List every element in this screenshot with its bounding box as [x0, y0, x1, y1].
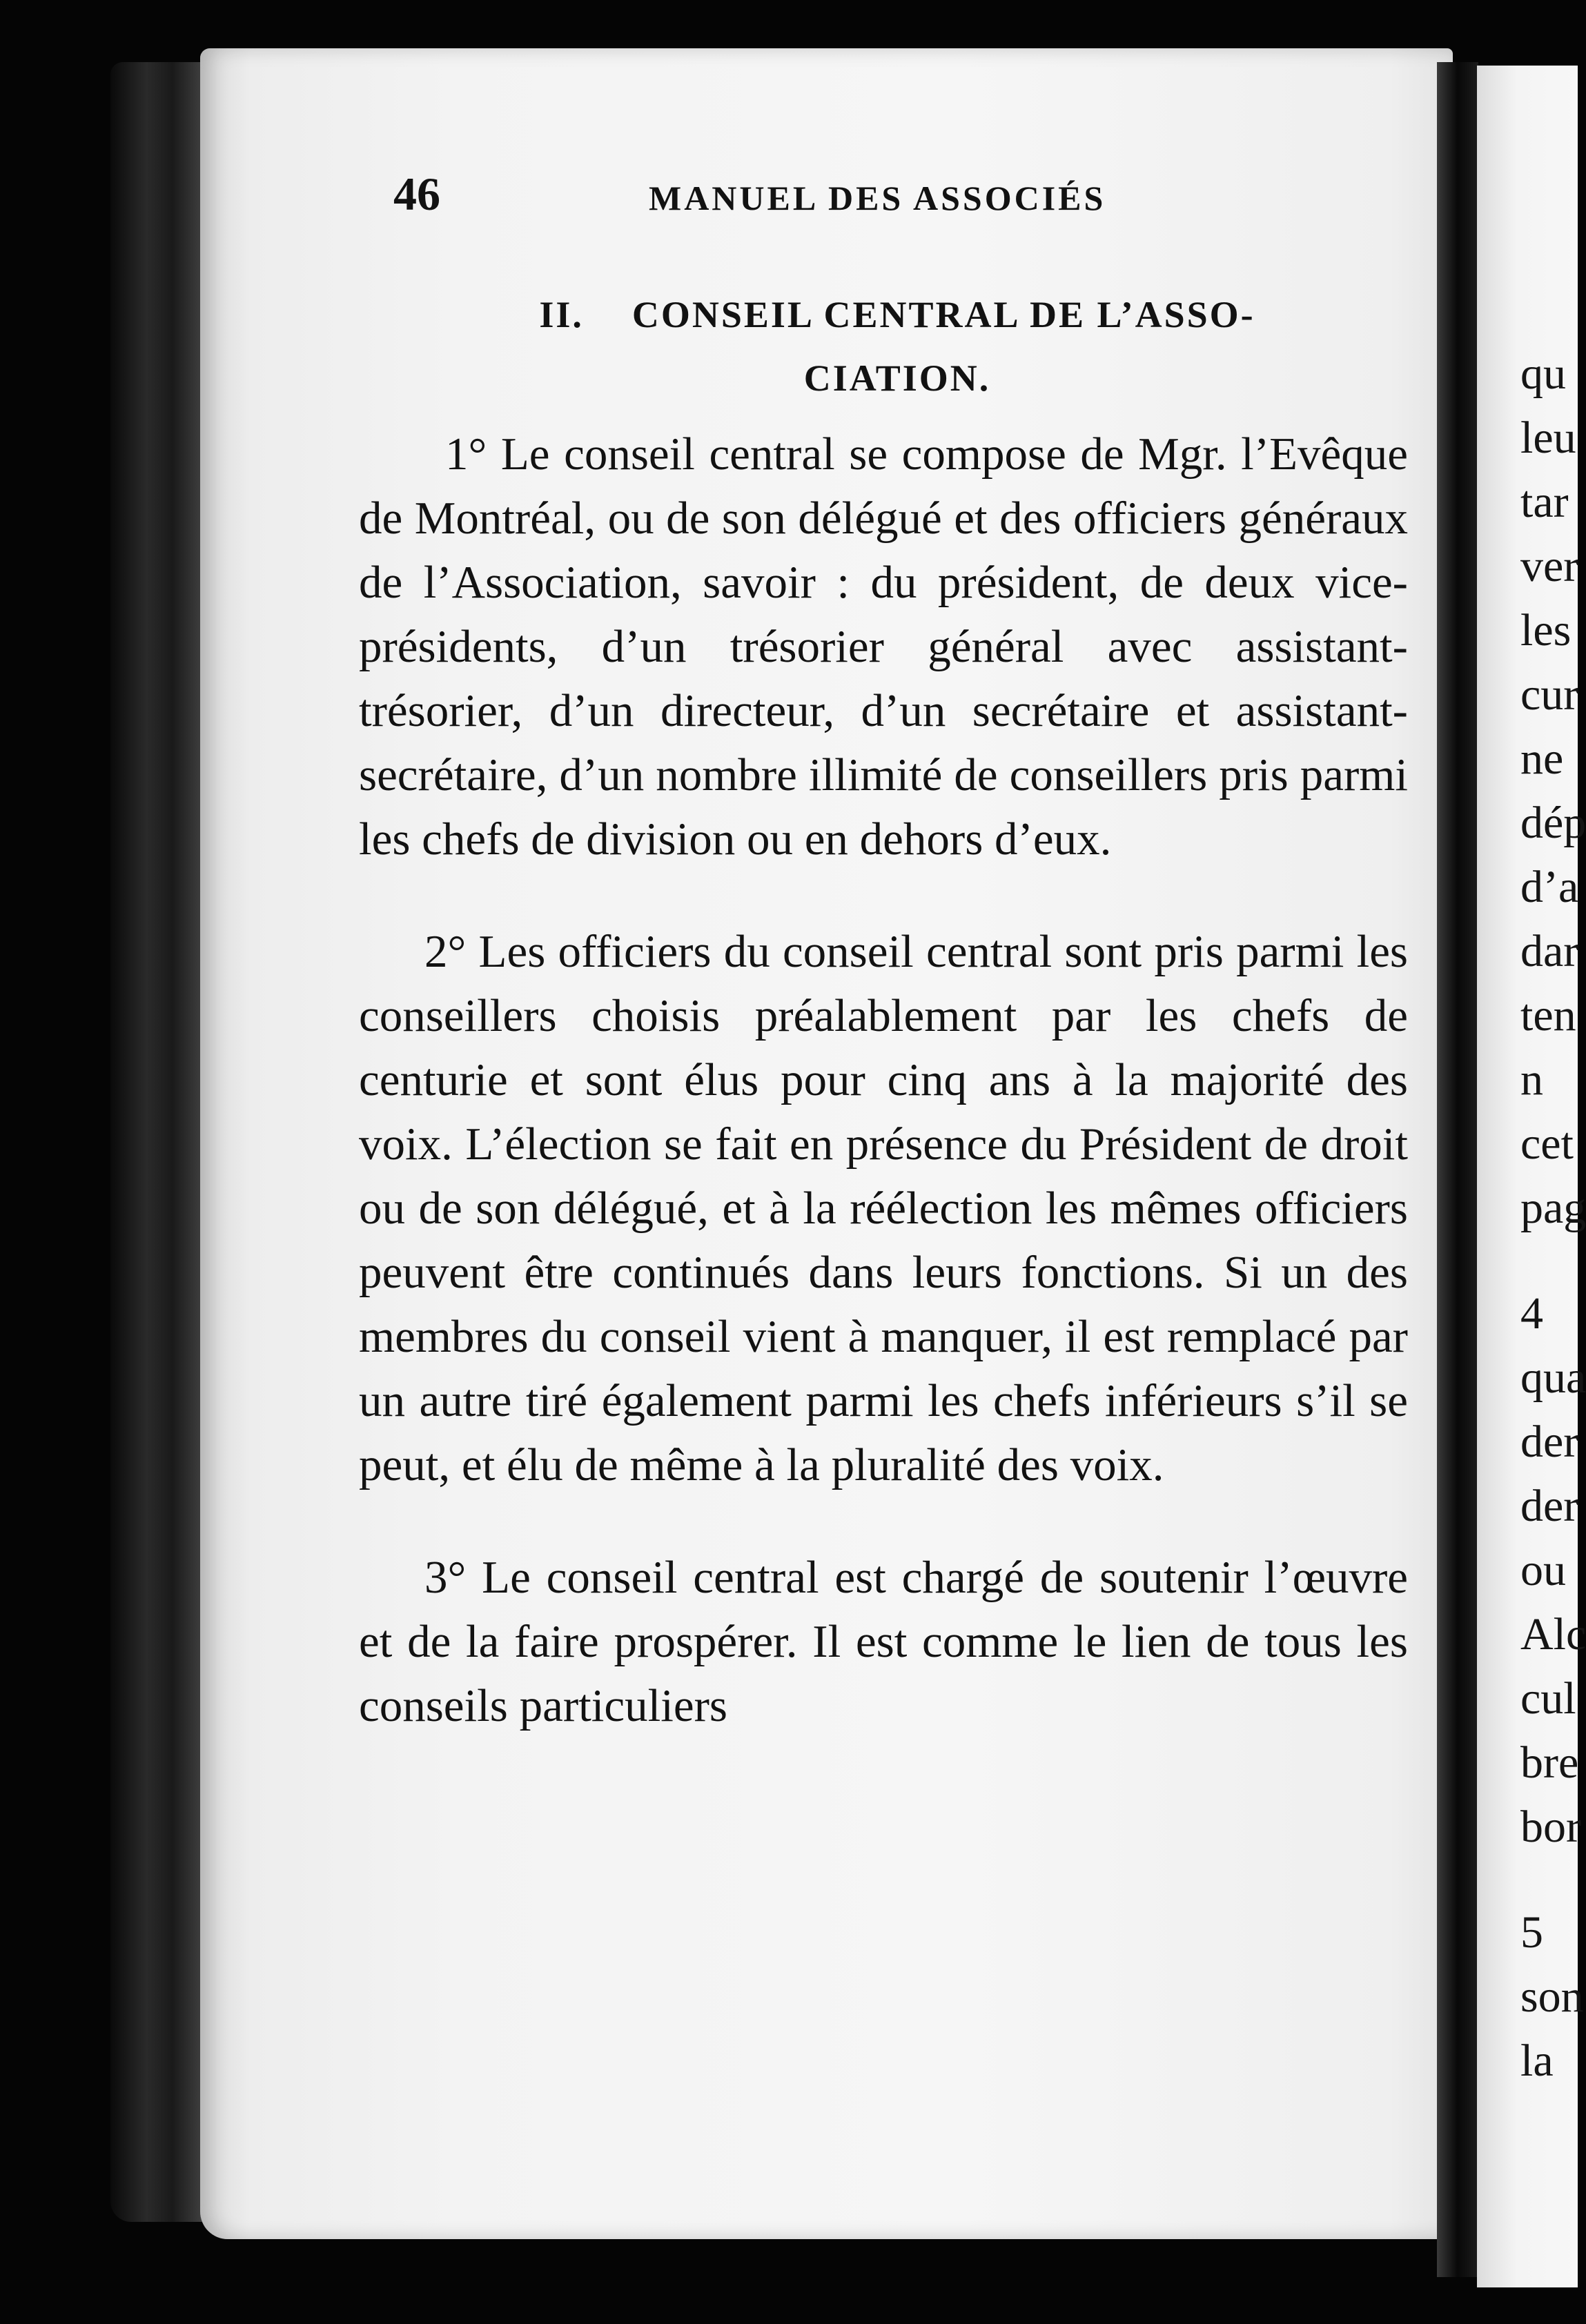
paragraph-2-text: Les officiers du conseil central sont pris parmi les conseillers choisis préalablement par les chefs de centurie et sont élus pour cinq ans à la majorité des voix. L’élection se fait en présence du Président de droit ou de son délégué, et à la réélection les mêmes officiers peuvent être continués dans leurs fonctions. Si un des membres du conseil vient à manquer, il est remplacé par un autre tiré également parmi les chefs inférieurs s’il se peut, et élu de même à la pluralité des voix.	[359, 926, 1409, 1490]
facing-fragment: cet	[1520, 1119, 1574, 1169]
book-spine	[110, 62, 214, 2222]
facing-fragment: leu	[1520, 413, 1576, 463]
page-header	[359, 159, 1408, 242]
facing-fragment: cur	[1520, 669, 1579, 720]
paragraph-3-text: Le conseil central est chargé de soutenir l’œuvre et de la faire prospérer. Il est comme le lien de tous les conseils particuliers	[359, 1552, 1409, 1731]
facing-fragment: der	[1520, 1417, 1579, 1467]
facing-page-edge	[1477, 66, 1586, 2287]
facing-fragment: la	[1520, 2036, 1554, 2086]
paragraph-2-marker: 2°	[424, 926, 467, 977]
facing-page-text	[1520, 342, 1586, 2093]
facing-fragment: qua	[1520, 1352, 1586, 1403]
facing-fragment: ou	[1520, 1545, 1566, 1595]
facing-fragment: 5	[1520, 1907, 1543, 1958]
section-title-line-1	[386, 283, 1408, 346]
book-gutter	[1437, 62, 1478, 2277]
facing-fragment: der	[1520, 1481, 1579, 1531]
section-number: II.	[539, 294, 584, 335]
facing-fragment: d’a	[1520, 862, 1579, 912]
facing-fragment: son	[1520, 1971, 1584, 2022]
facing-fragment: tar	[1520, 477, 1569, 527]
facing-fragment: dar	[1520, 926, 1579, 976]
running-head: MANUEL DES ASSOCIÉS	[649, 179, 1106, 217]
page-text-block	[359, 159, 1408, 1738]
facing-fragment: bor	[1520, 1802, 1581, 1852]
facing-fragment: n	[1520, 1054, 1543, 1105]
facing-fragment: bre	[1520, 1737, 1579, 1788]
paragraph-1-marker: 1°	[445, 429, 487, 480]
facing-fragment: 4	[1520, 1288, 1543, 1339]
paragraph-3	[359, 1546, 1408, 1738]
facing-fragment: qu	[1520, 348, 1566, 399]
facing-fragment: ne	[1520, 733, 1564, 784]
facing-gap	[1520, 1240, 1586, 1281]
facing-fragment: pag	[1520, 1183, 1586, 1233]
paragraph-2	[359, 920, 1408, 1497]
section-title-line-2: CIATION.	[803, 357, 991, 399]
paragraph-1	[359, 422, 1408, 872]
section-title	[359, 283, 1408, 410]
section-title-text-1: CONSEIL CENTRAL DE L’ASSO-	[632, 294, 1255, 335]
paragraph-1-text: Le conseil central se compose de Mgr. l’Evêque de Montréal, ou de son délégué et des officiers généraux de l’Association, savoir : du président, de deux vice-présidents, d’un trésorier général avec assistant-trésorier, d’un directeur, d’un secrétaire et assistant-secrétaire, d’un nombre illimité de conseillers pris parmi les chefs de division ou en dehors d’eux.	[359, 429, 1409, 865]
paragraph-3-marker: 3°	[424, 1552, 467, 1603]
facing-fragment: les	[1520, 605, 1572, 656]
facing-gap	[1520, 1859, 1586, 1900]
facing-fragment: ten	[1520, 990, 1576, 1041]
page-number: 46	[393, 168, 440, 220]
facing-fragment: Alc	[1520, 1609, 1586, 1660]
facing-fragment: ver	[1520, 541, 1579, 591]
facing-fragment: cul	[1520, 1673, 1576, 1724]
facing-fragment: dép	[1520, 798, 1586, 848]
